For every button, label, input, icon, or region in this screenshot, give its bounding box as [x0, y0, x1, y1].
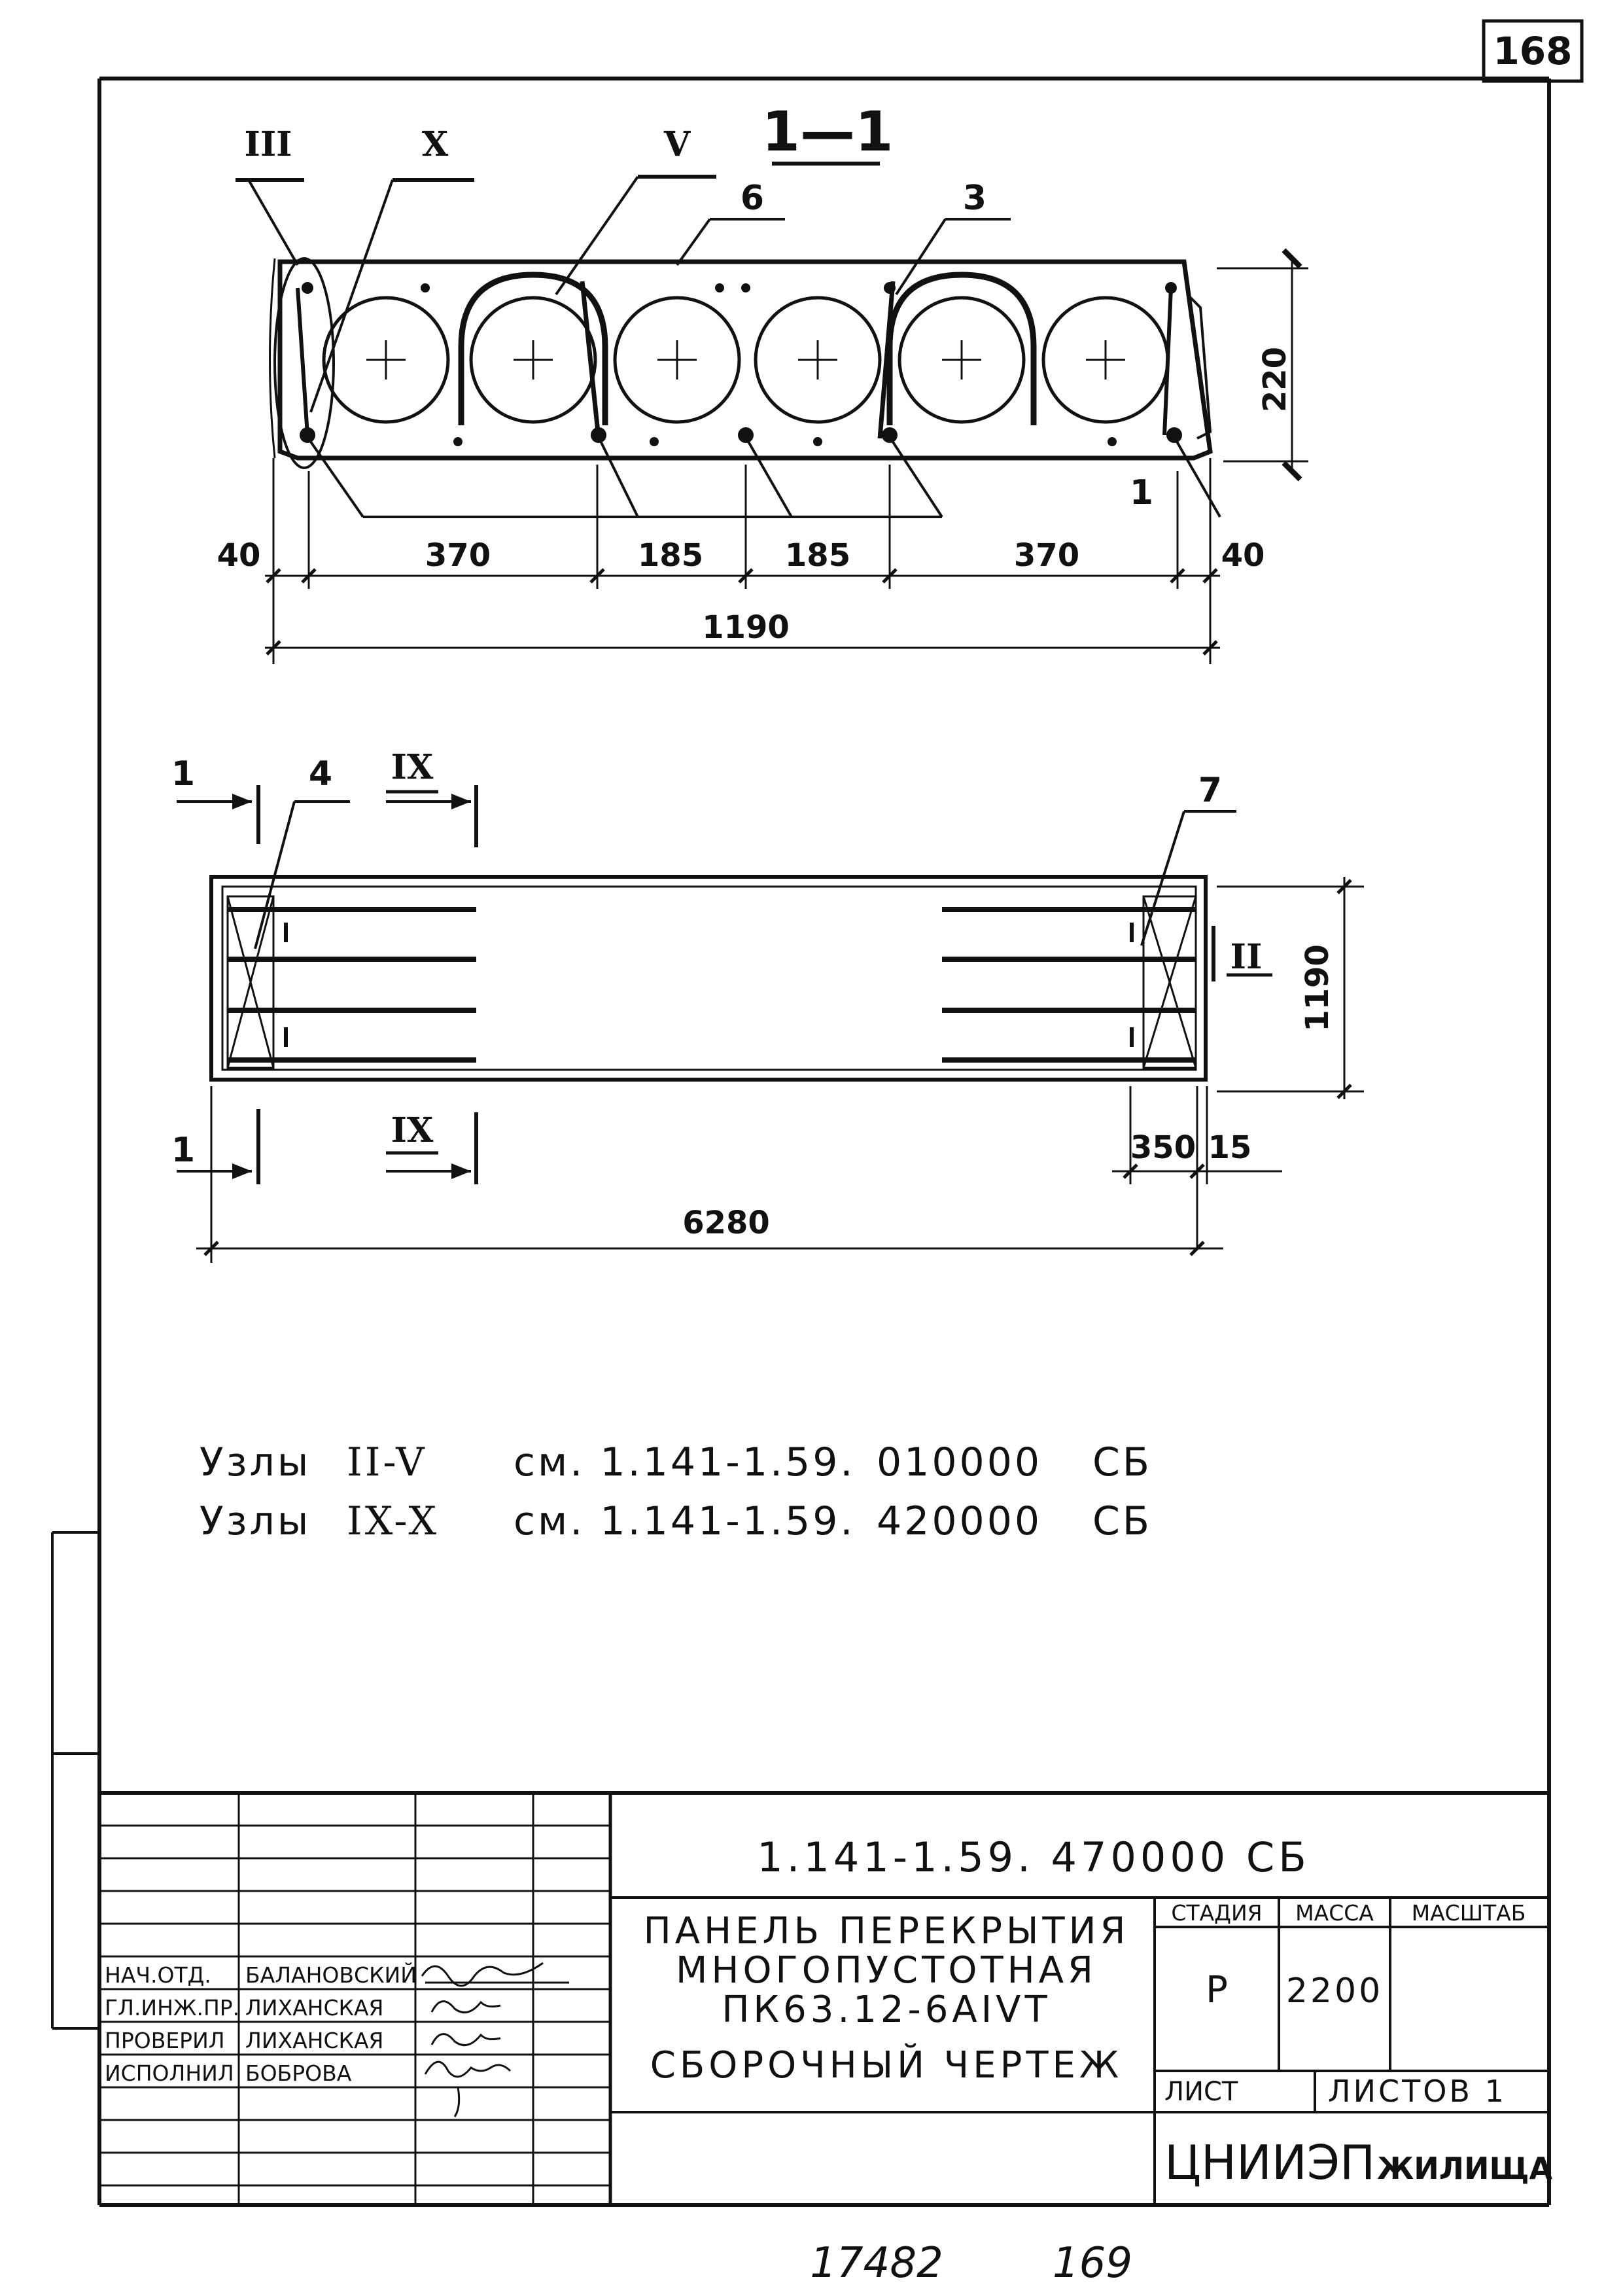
note-range: II-V — [347, 1439, 427, 1485]
note-range: IX-X — [347, 1498, 440, 1544]
plan-length-dim: 6280 — [682, 1205, 770, 1241]
signature — [425, 2062, 510, 2117]
role: ПРОВЕРИЛ — [105, 2028, 225, 2053]
signature — [432, 2002, 500, 2013]
person-name: БАЛАНОВСКИЙ — [245, 1962, 417, 1988]
reinforcement — [298, 275, 1210, 446]
note-code: 420000 — [877, 1498, 1043, 1544]
dim-left-edge: 40 — [217, 537, 261, 574]
section-title: 1—1 — [761, 99, 894, 164]
note-suffix: СБ — [1092, 1498, 1153, 1544]
title-block — [99, 1793, 1552, 2205]
section-dimensions — [217, 258, 1308, 664]
node-v-label: V — [663, 124, 691, 164]
dim-bay-right: 370 — [1013, 537, 1080, 574]
role: ИСПОЛНИЛ — [105, 2060, 234, 2086]
scale-header: МАСШТАБ — [1411, 1900, 1526, 1926]
person-name: ЛИХАНСКАЯ — [245, 2028, 384, 2053]
height-dim: 220 — [1257, 346, 1293, 413]
stage-value: Р — [1206, 1969, 1228, 2011]
organization-name: ЦНИИЭП — [1164, 2135, 1376, 2190]
sheet-number-box — [1484, 21, 1582, 81]
position-3-label: 3 — [962, 179, 987, 218]
dim-bay-left: 370 — [425, 537, 491, 574]
mass-value: 2200 — [1285, 1971, 1384, 2011]
dim-mid-right: 185 — [784, 537, 851, 574]
dim-total-width: 1190 — [702, 609, 790, 646]
plan-view — [171, 747, 1364, 1263]
notes — [200, 1439, 1152, 1544]
drawing-type: СБОРОЧНЫЙ ЧЕРТЕЖ — [650, 2044, 1123, 2087]
cut-markers — [171, 754, 258, 1184]
signature-row — [105, 1962, 569, 1988]
node-ix-markers — [386, 747, 476, 1184]
mass-header: МАССА — [1295, 1900, 1374, 1926]
plan-width-dim: 1190 — [1299, 944, 1336, 1032]
signature — [422, 1963, 569, 1986]
panel-title-line-2: МНОГОПУСТОТНАЯ — [676, 1949, 1097, 1992]
support-length-dim: 350 — [1130, 1129, 1196, 1166]
note-ref: см. 1.141-1.59. — [514, 1439, 856, 1485]
note-line — [200, 1498, 1152, 1544]
hollow-cores — [324, 298, 1168, 422]
node-ix-bottom-label: IX — [391, 1110, 434, 1150]
panel-title-line-1: ПАНЕЛЬ ПЕРЕКРЫТИЯ — [643, 1910, 1130, 1952]
note-prefix: Узлы — [200, 1439, 311, 1485]
person-name: ЛИХАНСКАЯ — [245, 1995, 384, 2021]
edge-dim: 15 — [1208, 1129, 1252, 1166]
sheet-label: ЛИСТ — [1164, 2077, 1238, 2107]
node-iii-label: III — [244, 124, 292, 164]
position-6-label: 6 — [740, 179, 765, 218]
sheet-number: 168 — [1493, 29, 1573, 73]
node-ix-top-label: IX — [391, 747, 434, 787]
signature-row — [105, 1995, 500, 2021]
dim-mid-left: 185 — [637, 537, 704, 574]
signature-row — [105, 2028, 500, 2053]
organization-suffix: ЖИЛИЩА — [1377, 2151, 1553, 2186]
node-ii-label: II — [1230, 937, 1263, 977]
panel-mark: ПК63.12-6АIVТ — [722, 1988, 1051, 2031]
role: ГЛ.ИНЖ.ПР. — [105, 1995, 240, 2021]
note-prefix: Узлы — [200, 1498, 311, 1544]
note-ref: см. 1.141-1.59. — [514, 1498, 856, 1544]
role: НАЧ.ОТД. — [105, 1962, 211, 1988]
document-code: 1.141-1.59. 470000 СБ — [757, 1833, 1310, 1881]
cut-top-label: 1 — [171, 754, 196, 794]
signature-row — [105, 2060, 510, 2117]
dim-right-edge: 40 — [1221, 537, 1265, 574]
archive-number: 17482 — [810, 2239, 943, 2287]
person-name: БОБРОВА — [245, 2060, 352, 2086]
note-code: 010000 — [877, 1439, 1043, 1485]
position-7-label: 7 — [1198, 771, 1223, 810]
signature — [432, 2034, 500, 2045]
sheets-total-label: ЛИСТОВ 1 — [1328, 2074, 1507, 2109]
node-x-label: X — [421, 124, 449, 164]
position-1-label: 1 — [1129, 473, 1154, 512]
cut-bottom-label: 1 — [171, 1131, 196, 1170]
position-4-label: 4 — [308, 754, 333, 794]
section-1-1 — [217, 99, 1308, 664]
page-number: 169 — [1052, 2239, 1133, 2287]
stage-header: СТАДИЯ — [1171, 1900, 1263, 1926]
note-suffix: СБ — [1092, 1439, 1153, 1485]
note-line — [200, 1439, 1152, 1485]
